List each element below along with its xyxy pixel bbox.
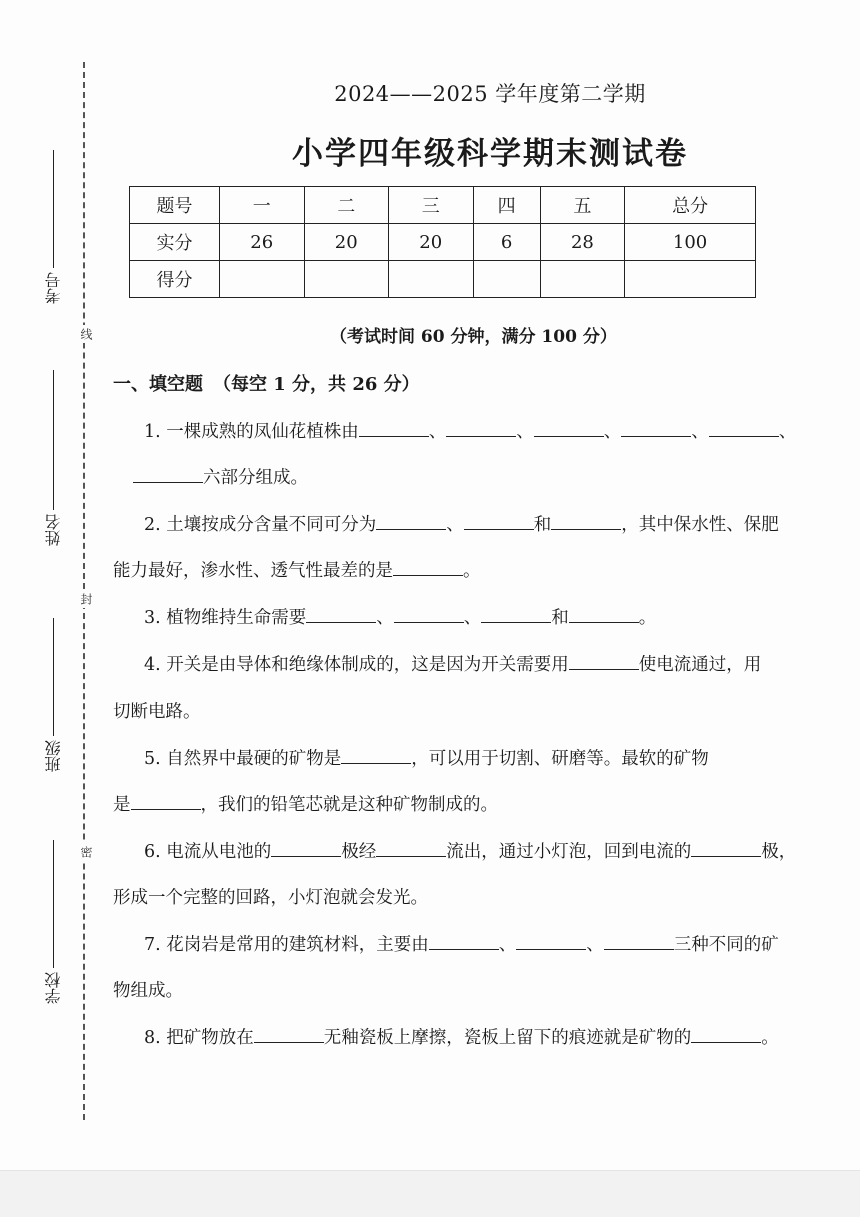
school-label: 学校	[43, 972, 63, 1004]
answer-blank[interactable]	[359, 420, 429, 437]
question-text: 和	[533, 515, 552, 535]
answer-blank[interactable]	[394, 606, 464, 623]
question-text: 。	[463, 561, 481, 581]
question-text: 、	[463, 608, 482, 628]
question-text: 、	[498, 935, 517, 955]
question-text: 切断电路。	[113, 702, 201, 722]
table-cell: 26	[220, 224, 305, 261]
question-1-cont	[133, 464, 308, 489]
answer-blank[interactable]	[393, 559, 463, 576]
section-subtitle: （每空 1 分，共 26 分）	[213, 374, 420, 395]
question-text: 、	[778, 422, 797, 442]
question-text: 5. 自然界中最硬的矿物是	[144, 749, 342, 769]
exam-number-field	[30, 150, 76, 304]
question-6	[144, 838, 796, 863]
school-year: 2024——2025 学年度第二学期	[334, 82, 646, 106]
answer-blank[interactable]	[569, 606, 639, 623]
table-cell: 题号	[130, 187, 220, 224]
score-table-row	[130, 224, 756, 261]
table-cell: 一	[220, 187, 305, 224]
question-text: 三种不同的矿	[673, 935, 779, 955]
question-2	[144, 511, 779, 536]
question-5	[144, 745, 709, 770]
answer-blank[interactable]	[569, 653, 639, 670]
table-cell: 100	[625, 224, 756, 261]
answer-blank[interactable]	[691, 840, 761, 857]
question-3	[144, 604, 656, 629]
score-entry-cell[interactable]	[473, 261, 540, 298]
answer-blank[interactable]	[376, 513, 446, 530]
answer-blank[interactable]	[604, 933, 674, 950]
question-text: 极经	[341, 842, 377, 862]
question-7-cont	[113, 977, 183, 1002]
score-entry-cell[interactable]	[304, 261, 389, 298]
question-text: 六部分组成。	[203, 468, 308, 488]
table-cell: 三	[389, 187, 474, 224]
question-7	[144, 931, 779, 956]
answer-blank[interactable]	[709, 420, 779, 437]
class-line	[53, 618, 54, 736]
question-text: 物组成。	[113, 981, 183, 1001]
question-text: 是	[113, 795, 131, 815]
question-text: 。	[761, 1028, 779, 1048]
answer-blank[interactable]	[534, 420, 604, 437]
question-text: 4. 开关是由导体和绝缘体制成的，这是因为开关需要用	[144, 655, 569, 675]
question-4	[144, 651, 761, 676]
question-text: 流出，通过小灯泡，回到电流的	[446, 842, 692, 862]
exam-note: （考试时间 60 分钟，满分 100 分）	[330, 327, 617, 347]
question-text: 、	[428, 422, 447, 442]
question-text: 、	[691, 422, 709, 442]
table-cell: 6	[473, 224, 540, 261]
school-line	[53, 840, 54, 968]
question-4-cont	[113, 698, 201, 723]
question-6-cont	[113, 884, 428, 909]
table-cell: 二	[304, 187, 389, 224]
binding-mark-seal: 封	[78, 590, 95, 608]
question-text: 使电流通过，用	[638, 655, 762, 675]
exam-title: 小学四年级科学期末测试卷	[292, 136, 688, 172]
answer-blank[interactable]	[429, 933, 499, 950]
class-field	[30, 618, 76, 772]
question-text: 6. 电流从电池的	[144, 842, 272, 862]
question-text: 8. 把矿物放在	[144, 1028, 254, 1048]
score-entry-cell[interactable]	[389, 261, 474, 298]
name-line	[53, 370, 54, 510]
table-cell: 20	[304, 224, 389, 261]
question-8	[144, 1024, 779, 1049]
question-5-cont	[113, 791, 498, 816]
score-table-row	[130, 261, 756, 298]
question-text: 。	[638, 608, 657, 628]
question-text: ，我们的铅笔芯就是这种矿物制成的。	[200, 795, 498, 815]
question-text: 1. 一棵成熟的凤仙花植株由	[144, 422, 359, 442]
answer-blank[interactable]	[271, 840, 341, 857]
section-heading	[113, 370, 420, 396]
binding-mark-secret: 密	[78, 843, 95, 861]
answer-blank[interactable]	[306, 606, 376, 623]
question-text: ，其中保水性、保肥	[621, 515, 779, 535]
score-entry-cell[interactable]	[220, 261, 305, 298]
viewer-footer-strip	[0, 1170, 860, 1217]
question-text: 和	[551, 608, 569, 628]
question-text: 能力最好，渗水性、透气性最差的是	[113, 561, 393, 581]
question-text: 极，	[761, 842, 797, 862]
table-cell: 得分	[130, 261, 220, 298]
table-cell: 28	[540, 224, 625, 261]
question-1	[144, 418, 796, 443]
answer-blank[interactable]	[446, 420, 516, 437]
section-title: 一、填空题	[113, 374, 203, 395]
name-field	[30, 370, 76, 546]
answer-blank[interactable]	[551, 513, 621, 530]
question-text: 、	[516, 422, 534, 442]
table-cell: 20	[389, 224, 474, 261]
table-cell: 五	[540, 187, 625, 224]
question-text: 无釉瓷板上摩擦，瓷板上留下的痕迹就是矿物的	[323, 1028, 692, 1048]
exam-number-label: 考号	[43, 272, 63, 304]
score-entry-cell[interactable]	[625, 261, 756, 298]
answer-blank[interactable]	[341, 747, 411, 764]
answer-blank[interactable]	[516, 933, 586, 950]
score-table-row	[130, 187, 756, 224]
question-text: 、	[603, 422, 622, 442]
answer-blank[interactable]	[691, 1026, 761, 1043]
binding-mark-line: 线	[78, 325, 95, 343]
question-text: 2. 土壤按成分含量不同可分为	[144, 515, 377, 535]
answer-blank[interactable]	[131, 793, 201, 810]
question-text: 3. 植物维持生命需要	[144, 608, 307, 628]
score-table	[129, 186, 756, 298]
question-text: 7. 花岗岩是常用的建筑材料，主要由	[144, 935, 429, 955]
answer-blank[interactable]	[621, 420, 691, 437]
table-cell: 四	[473, 187, 540, 224]
table-cell: 实分	[130, 224, 220, 261]
table-cell: 总分	[625, 187, 756, 224]
question-text: 、	[586, 935, 604, 955]
score-entry-cell[interactable]	[540, 261, 625, 298]
question-text: 、	[376, 608, 394, 628]
name-label: 姓名	[43, 514, 63, 546]
question-2-cont	[113, 557, 481, 582]
class-label: 班级	[43, 740, 63, 772]
answer-blank[interactable]	[133, 466, 203, 483]
question-text: 形成一个完整的回路，小灯泡就会发光。	[113, 888, 428, 908]
school-field	[30, 840, 76, 1004]
answer-blank[interactable]	[254, 1026, 324, 1043]
question-text: ，可以用于切割、研磨等。最软的矿物	[411, 749, 709, 769]
answer-blank[interactable]	[376, 840, 446, 857]
answer-blank[interactable]	[481, 606, 551, 623]
answer-blank[interactable]	[464, 513, 534, 530]
question-text: 、	[446, 515, 464, 535]
